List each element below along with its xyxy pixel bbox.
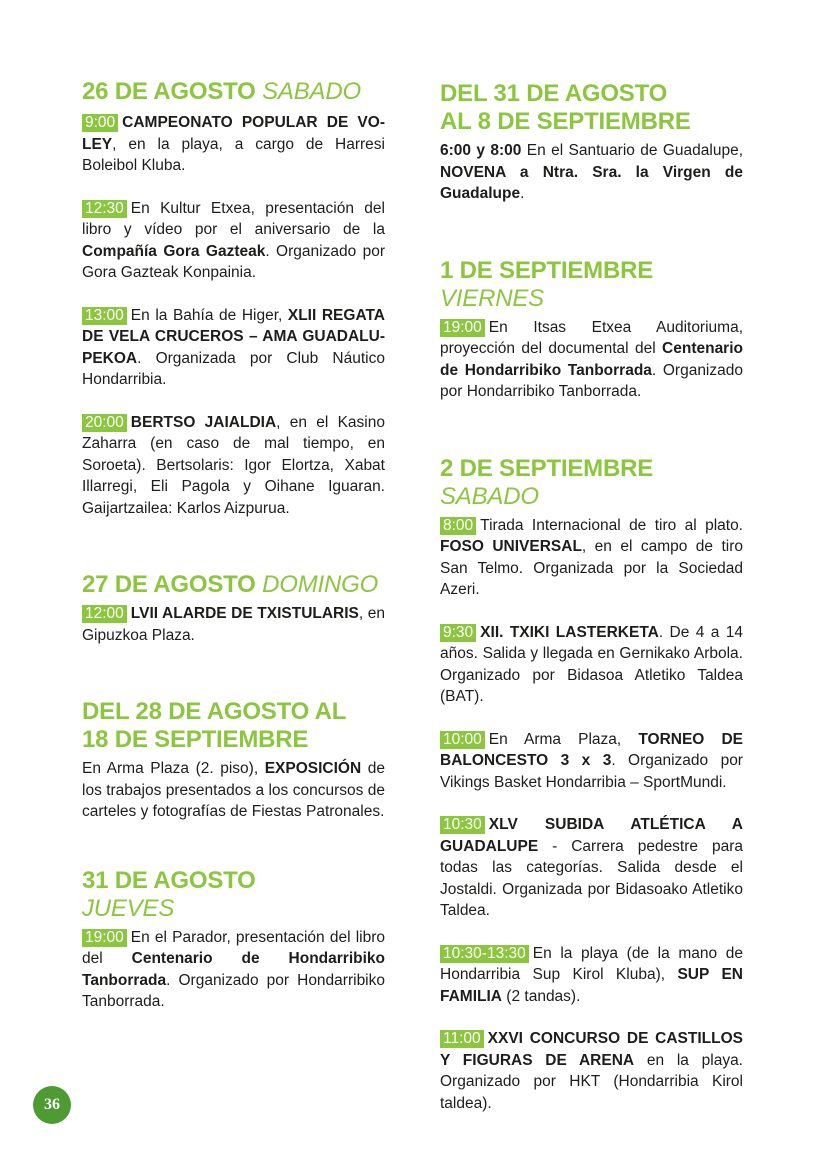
time-badge: 11:00 bbox=[440, 1030, 484, 1048]
date-heading bbox=[440, 257, 743, 313]
event-entry bbox=[440, 943, 743, 1008]
event-title: Compañía Gora Gazteak bbox=[82, 242, 266, 260]
date-heading bbox=[82, 867, 385, 923]
time-badge: 10:30 bbox=[440, 816, 485, 834]
event-text: , en la playa, a cargo de Harresi Boleibol Kluba. bbox=[82, 135, 385, 174]
event-entry bbox=[440, 622, 743, 708]
event-entry bbox=[440, 140, 743, 205]
heading-day: JUEVES bbox=[82, 894, 175, 922]
event-text: En Itsas Etxea Auditoriuma, proyección del documental del bbox=[440, 318, 743, 357]
time-badge: 10:00 bbox=[440, 731, 485, 749]
event-text: En Arma Plaza, bbox=[488, 730, 639, 748]
event-text: , en Gipuzkoa Plaza. bbox=[82, 605, 385, 644]
heading-day: DOMINGO bbox=[262, 571, 379, 598]
time-badge: 19:00 bbox=[82, 929, 127, 947]
event-text: . Organizada por Club Náutico Hondarribia. bbox=[82, 349, 385, 388]
event-text: . De 4 a 14 años. Salida y llegada en Gernikako Arbola. Organizado por Bidasoa Atletiko Taldea (BAT). bbox=[440, 623, 743, 705]
event-text: . bbox=[520, 185, 525, 202]
event-entry bbox=[82, 412, 385, 520]
event-entry bbox=[440, 729, 743, 794]
right-column bbox=[440, 80, 743, 1114]
heading-date: 31 DE AGOSTO bbox=[82, 866, 256, 894]
event-title: XII. TXIKI LASTERKETA bbox=[480, 623, 659, 641]
event-text: Tirada Internacional de tiro al plato. bbox=[480, 516, 743, 534]
time-badge: 10:30-13:30 bbox=[440, 945, 529, 963]
heading-line: AL 8 DE SEPTIEMBRE bbox=[440, 108, 691, 135]
event-entry bbox=[82, 112, 385, 177]
event-text: En Kultur Etxea, presentación del libro y vídeo por el aniversario de la bbox=[82, 199, 385, 238]
event-entry bbox=[82, 603, 385, 646]
event-title: BERTSO JAIALDIA bbox=[130, 413, 277, 431]
event-title: SUP EN FAMILIA bbox=[440, 966, 743, 1005]
event-title: Centenario de Hondarribiko Tanborrada bbox=[82, 950, 385, 989]
event-entry bbox=[82, 758, 385, 823]
event-entry bbox=[440, 1028, 743, 1114]
event-text: - Carrera pedestre para todas las categorías. Salida desde el Jostaldi. Organizada por Bidasoako Atletiko Taldea. bbox=[440, 837, 743, 919]
event-title: NOVENA a Ntra. Sra. la Virgen de Guadalupe bbox=[440, 163, 743, 202]
event-text: . Organizado por Hondarribiko Tanborrada. bbox=[82, 971, 385, 1010]
section-2-septiembre bbox=[440, 455, 743, 1115]
event-entry bbox=[440, 515, 743, 601]
time-badge: 12:00 bbox=[82, 605, 127, 623]
section-31-agosto bbox=[82, 867, 385, 1013]
event-title: XLII REGATA DE VELA CRUCEROS – AMA GUADALU-PEKOA bbox=[82, 306, 385, 367]
heading-line: DEL 28 DE AGOSTO AL bbox=[82, 698, 347, 725]
event-title: Centenario de Hondarribiko Tanborrada bbox=[440, 340, 743, 379]
event-entry bbox=[82, 198, 385, 284]
section-1-septiembre bbox=[440, 257, 743, 403]
event-text: en la playa. Organizado por HKT (Hondarribia Kirol taldea). bbox=[440, 1051, 743, 1112]
event-entry bbox=[82, 305, 385, 391]
heading-date: 26 DE AGOSTO bbox=[82, 78, 256, 105]
event-entry bbox=[440, 317, 743, 403]
event-title: FOSO UNIVERSAL bbox=[440, 538, 582, 555]
heading-day: SABADO bbox=[440, 482, 539, 510]
date-heading bbox=[82, 78, 385, 106]
section-26-agosto bbox=[82, 78, 385, 519]
event-text: , en el campo de tiro San Telmo. Organizada por la Sociedad Azeri. bbox=[440, 538, 743, 598]
event-title: LVII ALARDE DE TXISTULARIS bbox=[130, 605, 359, 622]
event-title: XLV SUBIDA ATLÉTICA A GUADALUPE bbox=[440, 816, 743, 855]
event-title: XXVI CONCURSO DE CASTILLOS Y FIGURAS DE ARENA bbox=[440, 1030, 743, 1069]
event-text: . Organizado por Hondarribiko Tanborrada. bbox=[440, 361, 743, 400]
event-text: , en el Kasino Zaharra (en caso de mal tiempo, en Soroeta). Bertsolaris: Igor Elortza, Xabat Illarregi, Eli Pagola y Oihane Iguaran. Gaijartzailea: Karlos Aizpurua. bbox=[82, 413, 385, 517]
time-badge: 12:30 bbox=[82, 200, 127, 218]
section-27-agosto bbox=[82, 571, 385, 646]
event-entry bbox=[440, 814, 743, 922]
section-31-agosto-8-septiembre bbox=[440, 80, 743, 205]
event-title: EXPOSICIÓN bbox=[264, 760, 362, 777]
date-heading bbox=[82, 571, 385, 599]
event-text: En la Bahía de Higer, bbox=[130, 306, 288, 324]
time-badge: 19:00 bbox=[440, 319, 485, 337]
heading-line: 18 DE SEPTIEMBRE bbox=[82, 726, 309, 753]
event-title: TORNEO DE BALONCESTO 3 x 3 bbox=[440, 730, 743, 769]
event-text: En la playa (de la mano de Hondarribia Sup Kirol Kluba), bbox=[440, 944, 743, 983]
date-heading bbox=[440, 455, 743, 511]
heading-date: 2 DE SEPTIEMBRE bbox=[440, 454, 654, 482]
event-title: CAMPEONATO POPULAR DE VO-LEY bbox=[82, 114, 385, 153]
event-entry bbox=[82, 927, 385, 1013]
event-text: . Organizado por Gora Gazteak Konpainia. bbox=[82, 242, 385, 281]
time-badge: 8:00 bbox=[440, 517, 476, 535]
event-text: (2 tandas). bbox=[502, 987, 581, 1005]
heading-day: VIERNES bbox=[440, 284, 544, 312]
left-column bbox=[82, 78, 385, 1013]
heading-date: 1 DE SEPTIEMBRE bbox=[440, 256, 654, 284]
event-text: . Organizado por Vikings Basket Hondarribia – SportMundi. bbox=[440, 752, 743, 791]
time-badge: 20:00 bbox=[82, 414, 127, 432]
time-badge: 13:00 bbox=[82, 307, 127, 325]
event-text: En el Santuario de Guadalupe, bbox=[521, 142, 744, 159]
time-badge: 9:00 bbox=[82, 114, 118, 132]
event-text: En el Parador, presentación del libro del bbox=[82, 928, 385, 967]
event-time: 6:00 y 8:00 bbox=[440, 142, 522, 159]
date-heading bbox=[440, 80, 743, 136]
heading-date: 27 DE AGOSTO bbox=[82, 571, 256, 598]
heading-day: SABADO bbox=[262, 78, 361, 105]
event-text: de los trabajos presentados a los concursos de carteles y fotografías de Fiestas Patronales. bbox=[82, 760, 385, 820]
heading-line: DEL 31 DE AGOSTO bbox=[440, 80, 668, 107]
page-number-badge: 36 bbox=[33, 1086, 71, 1124]
date-heading bbox=[82, 698, 385, 754]
time-badge: 9:30 bbox=[440, 624, 476, 642]
section-28-agosto-18-septiembre bbox=[82, 698, 385, 823]
event-text: En Arma Plaza (2. piso), bbox=[82, 760, 265, 777]
